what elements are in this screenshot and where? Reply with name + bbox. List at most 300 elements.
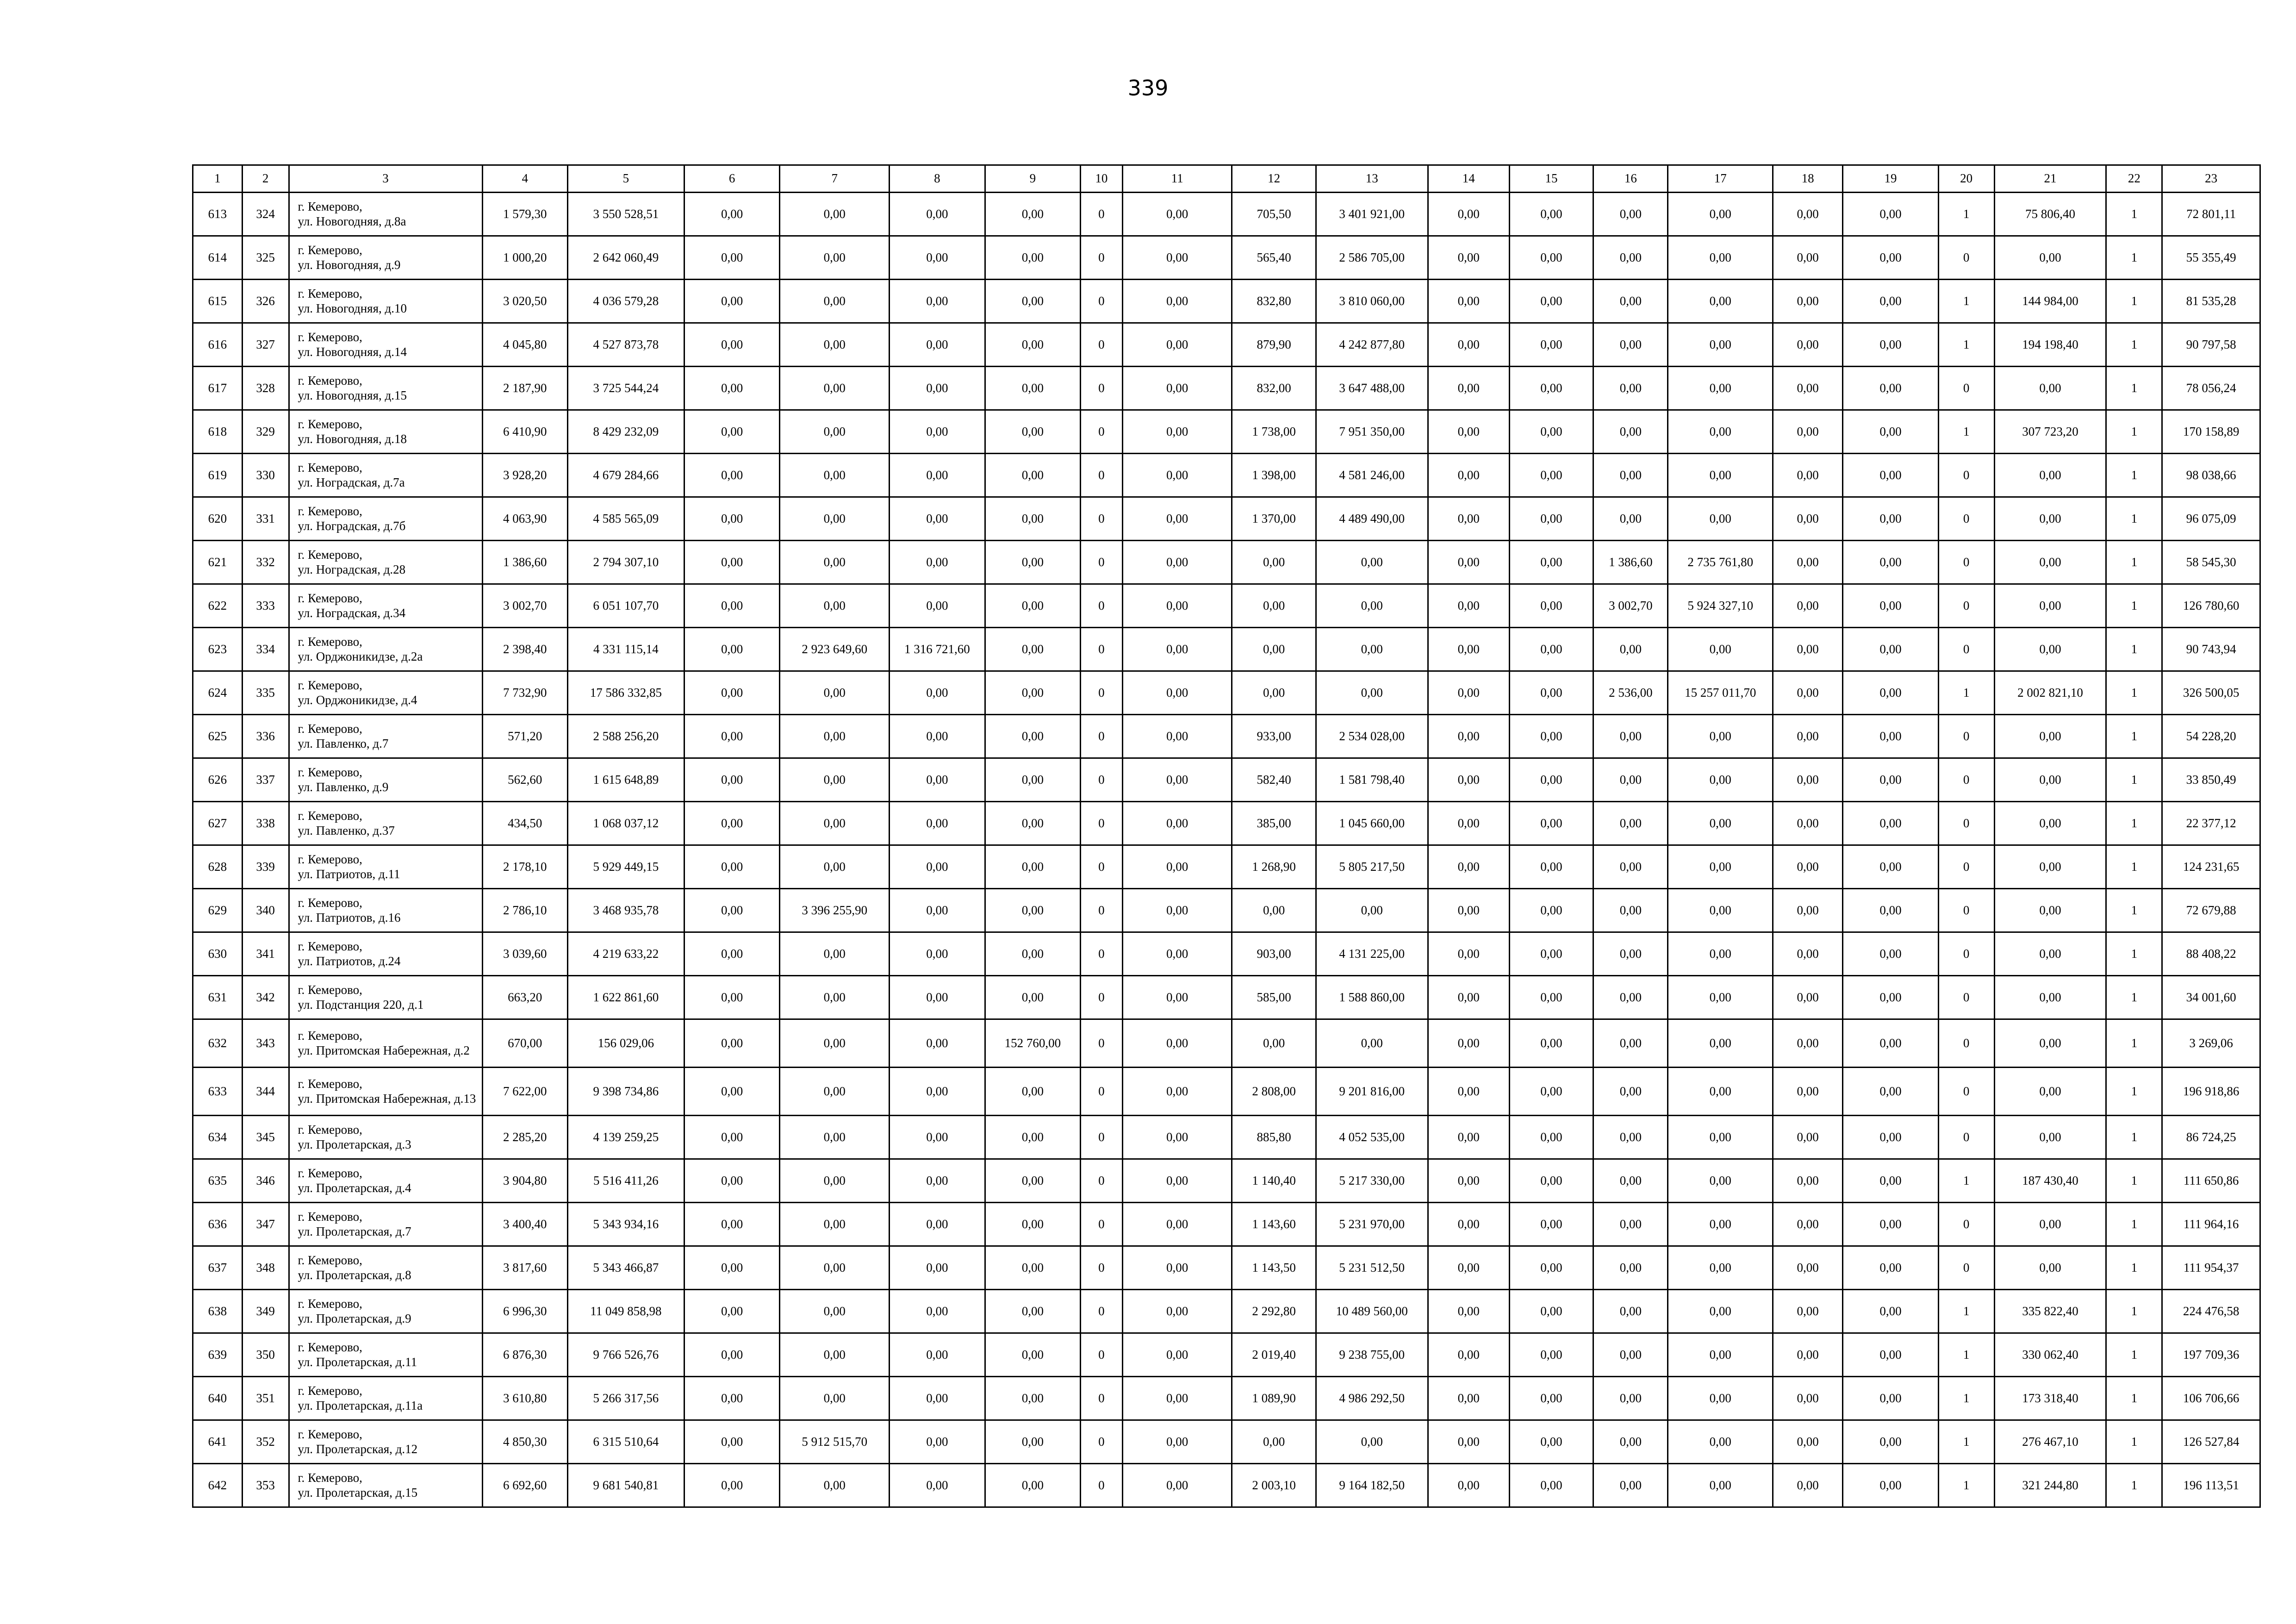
table-row [193,1290,2260,1333]
value-cell: 0,00 [1593,628,1668,671]
value-cell: 0,00 [1122,1377,1232,1420]
value-cell: 1 [2106,1203,2162,1246]
value-cell: 434,50 [482,802,567,845]
table-row [193,1420,2260,1464]
value-cell: 1 386,60 [482,541,567,584]
value-cell: 0,00 [1843,889,1939,932]
value-cell: 0,00 [1668,1377,1773,1420]
value-cell: 0 [1081,932,1123,976]
value-cell: 0,00 [890,410,985,454]
value-cell: 0,00 [1668,1464,1773,1507]
value-cell: 5 516 411,26 [567,1159,684,1203]
value-cell: 2 808,00 [1232,1068,1316,1116]
value-cell: 0,00 [1843,1116,1939,1159]
column-header: 6 [684,165,780,193]
register-table [192,164,2261,1508]
value-cell: 0,00 [985,1333,1081,1377]
value-cell: 0,00 [1843,323,1939,367]
value-cell: 0,00 [780,193,890,236]
address-cell [289,889,482,932]
value-cell: 1 089,90 [1232,1377,1316,1420]
value-cell: 1 [1938,1290,1994,1333]
value-cell: 0,00 [684,410,780,454]
value-cell: 3 817,60 [482,1246,567,1290]
value-cell: 0,00 [1509,671,1593,715]
address-city: г. Кемерово, [298,374,362,388]
value-cell: 1 738,00 [1232,410,1316,454]
value-cell: 0,00 [1428,1420,1509,1464]
value-cell: 0,00 [1509,584,1593,628]
value-cell: 4 036 579,28 [567,280,684,323]
row-number: 639 [193,1333,243,1377]
value-cell: 0,00 [1843,845,1939,889]
value-cell: 0,00 [1509,1159,1593,1203]
value-cell: 0,00 [684,671,780,715]
value-cell: 17 586 332,85 [567,671,684,715]
value-cell: 0,00 [1593,280,1668,323]
row-number: 631 [193,976,243,1019]
house-number: 328 [242,367,289,410]
table-row [193,1203,2260,1246]
column-header: 14 [1428,165,1509,193]
value-cell: 0,00 [1509,715,1593,758]
value-cell: 0,00 [890,323,985,367]
value-cell: 0 [1081,889,1123,932]
address-cell [289,1290,482,1333]
value-cell: 6 876,30 [482,1333,567,1377]
value-cell: 54 228,20 [2162,715,2260,758]
table-row [193,1333,2260,1377]
value-cell: 78 056,24 [2162,367,2260,410]
value-cell: 0,00 [684,193,780,236]
value-cell: 0,00 [780,1464,890,1507]
address-city: г. Кемерово, [298,1340,362,1355]
value-cell: 0,00 [1509,193,1593,236]
value-cell: 0,00 [1773,454,1843,497]
table-row [193,715,2260,758]
value-cell: 0,00 [1994,1019,2106,1068]
value-cell: 0,00 [684,715,780,758]
value-cell: 0,00 [1773,367,1843,410]
value-cell: 0,00 [1428,1246,1509,1290]
value-cell: 0,00 [1428,1464,1509,1507]
house-number: 344 [242,1068,289,1116]
value-cell: 0,00 [1593,1159,1668,1203]
value-cell: 0,00 [1593,758,1668,802]
value-cell: 72 801,11 [2162,193,2260,236]
value-cell: 0,00 [1122,584,1232,628]
value-cell: 0 [1081,454,1123,497]
value-cell: 3 725 544,24 [567,367,684,410]
address-cell [289,758,482,802]
value-cell: 0,00 [890,1464,985,1507]
value-cell: 3 269,06 [2162,1019,2260,1068]
value-cell: 0,00 [1316,1420,1428,1464]
value-cell: 0,00 [985,1068,1081,1116]
value-cell: 3 400,40 [482,1203,567,1246]
value-cell: 3 039,60 [482,932,567,976]
value-cell: 0,00 [1122,976,1232,1019]
value-cell: 81 535,28 [2162,280,2260,323]
value-cell: 0,00 [1593,1290,1668,1333]
value-cell: 0,00 [1122,671,1232,715]
table-row [193,1159,2260,1203]
value-cell: 0,00 [1773,410,1843,454]
value-cell: 0,00 [1509,1246,1593,1290]
value-cell: 0,00 [1994,802,2106,845]
value-cell: 1 [2106,541,2162,584]
value-cell: 0 [1081,1333,1123,1377]
value-cell: 0,00 [1122,1420,1232,1464]
value-cell: 0,00 [1593,976,1668,1019]
column-header: 22 [2106,165,2162,193]
value-cell: 0 [1081,1246,1123,1290]
column-header: 16 [1593,165,1668,193]
value-cell: 4 052 535,00 [1316,1116,1428,1159]
value-cell: 0,00 [1773,932,1843,976]
house-number: 333 [242,584,289,628]
value-cell: 1 [2106,497,2162,541]
row-number: 640 [193,1377,243,1420]
value-cell: 0,00 [1428,1068,1509,1116]
value-cell: 0,00 [1994,845,2106,889]
value-cell: 7 622,00 [482,1068,567,1116]
value-cell: 0 [1938,889,1994,932]
house-number: 348 [242,1246,289,1290]
value-cell: 0,00 [1509,1420,1593,1464]
value-cell: 1 [2106,1420,2162,1464]
value-cell: 0,00 [1668,932,1773,976]
value-cell: 0,00 [1428,1019,1509,1068]
value-cell: 1 [1938,410,1994,454]
address-street: ул. Притомская Набережная, д.13 [298,1091,476,1106]
value-cell: 5 924 327,10 [1668,584,1773,628]
value-cell: 72 679,88 [2162,889,2260,932]
value-cell: 1 [2106,280,2162,323]
value-cell: 1 [2106,1290,2162,1333]
value-cell: 0,00 [1668,1333,1773,1377]
value-cell: 0,00 [1509,932,1593,976]
value-cell: 2 178,10 [482,845,567,889]
value-cell: 1 [2106,802,2162,845]
value-cell: 0,00 [684,1159,780,1203]
value-cell: 0,00 [890,671,985,715]
house-number: 326 [242,280,289,323]
value-cell: 0 [1938,932,1994,976]
column-header: 12 [1232,165,1316,193]
value-cell: 705,50 [1232,193,1316,236]
address-city: г. Кемерово, [298,722,362,736]
value-cell: 4 242 877,80 [1316,323,1428,367]
value-cell: 0,00 [1668,497,1773,541]
value-cell: 0,00 [1994,497,2106,541]
value-cell: 0,00 [1994,628,2106,671]
value-cell: 0,00 [1843,1246,1939,1290]
value-cell: 0,00 [985,497,1081,541]
address-city: г. Кемерово, [298,591,362,606]
value-cell: 0,00 [1668,193,1773,236]
column-header: 5 [567,165,684,193]
value-cell: 0,00 [1843,1420,1939,1464]
column-header: 3 [289,165,482,193]
table-row [193,932,2260,976]
address-city: г. Кемерово, [298,896,362,910]
table-row [193,367,2260,410]
value-cell: 0,00 [1994,1068,2106,1116]
value-cell: 0,00 [1593,236,1668,280]
address-cell [289,410,482,454]
value-cell: 0,00 [1773,758,1843,802]
value-cell: 0,00 [1428,889,1509,932]
value-cell: 0,00 [1428,932,1509,976]
value-cell: 0,00 [780,367,890,410]
value-cell: 0,00 [1593,410,1668,454]
value-cell: 0,00 [684,454,780,497]
value-cell: 4 986 292,50 [1316,1377,1428,1420]
table-row [193,584,2260,628]
value-cell: 0 [1081,541,1123,584]
value-cell: 6 692,60 [482,1464,567,1507]
value-cell: 0,00 [1593,1464,1668,1507]
address-street: ул. Патриотов, д.16 [298,910,401,924]
address-street: ул. Новогодняя, д.10 [298,301,407,315]
value-cell: 0,00 [1994,889,2106,932]
address-cell [289,1246,482,1290]
value-cell: 0 [1081,1116,1123,1159]
column-header: 15 [1509,165,1593,193]
value-cell: 0,00 [1509,1203,1593,1246]
value-cell: 2 002 821,10 [1994,671,2106,715]
value-cell: 0,00 [780,236,890,280]
value-cell: 0,00 [1843,541,1939,584]
value-cell: 0,00 [1593,193,1668,236]
row-number: 614 [193,236,243,280]
value-cell: 0 [1081,671,1123,715]
value-cell: 0,00 [890,758,985,802]
value-cell: 0,00 [1122,454,1232,497]
value-cell: 0,00 [1773,1019,1843,1068]
value-cell: 0,00 [1509,1116,1593,1159]
value-cell: 0,00 [1994,454,2106,497]
column-header: 13 [1316,165,1428,193]
value-cell: 2 534 028,00 [1316,715,1428,758]
value-cell: 0,00 [1509,889,1593,932]
value-cell: 0,00 [1428,1333,1509,1377]
value-cell: 0,00 [985,584,1081,628]
value-cell: 0,00 [890,193,985,236]
value-cell: 0,00 [684,802,780,845]
address-city: г. Кемерово, [298,852,362,867]
address-city: г. Кемерово, [298,1253,362,1268]
value-cell: 0,00 [1843,932,1939,976]
value-cell: 0,00 [1773,280,1843,323]
value-cell: 9 766 526,76 [567,1333,684,1377]
value-cell: 0,00 [1668,976,1773,1019]
value-cell: 0,00 [1509,323,1593,367]
value-cell: 0,00 [1668,1068,1773,1116]
value-cell: 0,00 [890,1116,985,1159]
address-street: ул. Новогодняя, д.18 [298,431,407,446]
value-cell: 0,00 [1773,1420,1843,1464]
value-cell: 0,00 [890,1068,985,1116]
value-cell: 0,00 [1773,1246,1843,1290]
value-cell: 3 396 255,90 [780,889,890,932]
header-row [193,165,2260,193]
value-cell: 1 [1938,671,1994,715]
value-cell: 1 [1938,280,1994,323]
value-cell: 0,00 [1773,889,1843,932]
value-cell: 0,00 [1122,1246,1232,1290]
row-number: 626 [193,758,243,802]
value-cell: 0,00 [1428,454,1509,497]
value-cell: 124 231,65 [2162,845,2260,889]
value-cell: 4 527 873,78 [567,323,684,367]
value-cell: 1 [2106,889,2162,932]
row-number: 624 [193,671,243,715]
value-cell: 0 [1081,497,1123,541]
value-cell: 3 020,50 [482,280,567,323]
row-number: 633 [193,1068,243,1116]
value-cell: 0,00 [1428,584,1509,628]
value-cell: 0,00 [985,323,1081,367]
house-number: 338 [242,802,289,845]
table-row [193,541,2260,584]
value-cell: 1 [2106,976,2162,1019]
value-cell: 0,00 [684,1019,780,1068]
value-cell: 0,00 [684,1333,780,1377]
value-cell: 0,00 [780,497,890,541]
address-street: ул. Пролетарская, д.9 [298,1311,411,1325]
value-cell: 0,00 [684,1116,780,1159]
address-cell [289,1377,482,1420]
value-cell: 0,00 [780,1290,890,1333]
value-cell: 0,00 [1843,280,1939,323]
value-cell: 3 002,70 [1593,584,1668,628]
value-cell: 8 429 232,09 [567,410,684,454]
value-cell: 0,00 [1773,1333,1843,1377]
value-cell: 0,00 [985,1420,1081,1464]
table-row [193,410,2260,454]
value-cell: 0,00 [1843,1333,1939,1377]
value-cell: 2 642 060,49 [567,236,684,280]
value-cell: 0,00 [1428,410,1509,454]
value-cell: 0,00 [780,1019,890,1068]
value-cell: 0,00 [890,845,985,889]
value-cell: 0,00 [1668,410,1773,454]
value-cell: 22 377,12 [2162,802,2260,845]
address-cell [289,584,482,628]
value-cell: 0 [1938,1068,1994,1116]
value-cell: 4 581 246,00 [1316,454,1428,497]
value-cell: 0,00 [1593,367,1668,410]
value-cell: 0,00 [1593,497,1668,541]
address-street: ул. Пролетарская, д.11а [298,1398,423,1412]
table-row [193,845,2260,889]
value-cell: 0,00 [1668,628,1773,671]
value-cell: 0,00 [1994,932,2106,976]
value-cell: 2 588 256,20 [567,715,684,758]
value-cell: 4 679 284,66 [567,454,684,497]
address-street: ул. Подстанция 220, д.1 [298,997,424,1012]
value-cell: 0,00 [1843,1203,1939,1246]
value-cell: 58 545,30 [2162,541,2260,584]
value-cell: 194 198,40 [1994,323,2106,367]
row-number: 630 [193,932,243,976]
value-cell: 2 398,40 [482,628,567,671]
value-cell: 0,00 [1509,845,1593,889]
value-cell: 75 806,40 [1994,193,2106,236]
house-number: 343 [242,1019,289,1068]
value-cell: 0,00 [1773,1377,1843,1420]
value-cell: 0 [1081,1203,1123,1246]
row-number: 615 [193,280,243,323]
row-number: 635 [193,1159,243,1203]
value-cell: 0,00 [1668,1420,1773,1464]
value-cell: 0,00 [985,410,1081,454]
value-cell: 307 723,20 [1994,410,2106,454]
column-header: 17 [1668,165,1773,193]
value-cell: 0,00 [985,1377,1081,1420]
value-cell: 0,00 [1509,1290,1593,1333]
house-number: 336 [242,715,289,758]
row-number: 617 [193,367,243,410]
value-cell: 0,00 [1509,628,1593,671]
value-cell: 0,00 [1232,1420,1316,1464]
address-cell [289,1333,482,1377]
value-cell: 0 [1081,1068,1123,1116]
value-cell: 0,00 [1843,497,1939,541]
value-cell: 0,00 [1232,1019,1316,1068]
value-cell: 385,00 [1232,802,1316,845]
house-number: 331 [242,497,289,541]
value-cell: 0,00 [890,367,985,410]
value-cell: 0,00 [1773,1068,1843,1116]
value-cell: 0,00 [890,454,985,497]
value-cell: 6 410,90 [482,410,567,454]
address-cell [289,541,482,584]
value-cell: 326 500,05 [2162,671,2260,715]
house-number: 324 [242,193,289,236]
value-cell: 4 139 259,25 [567,1116,684,1159]
value-cell: 0,00 [780,932,890,976]
value-cell: 0,00 [890,236,985,280]
address-cell [289,715,482,758]
value-cell: 5 266 317,56 [567,1377,684,1420]
house-number: 335 [242,671,289,715]
value-cell: 0,00 [890,1333,985,1377]
value-cell: 224 476,58 [2162,1290,2260,1333]
table-row [193,497,2260,541]
value-cell: 0,00 [684,1068,780,1116]
house-number: 350 [242,1333,289,1377]
value-cell: 0,00 [1593,1068,1668,1116]
address-city: г. Кемерово, [298,635,362,649]
row-number: 642 [193,1464,243,1507]
value-cell: 0,00 [890,932,985,976]
value-cell: 0,00 [1509,1019,1593,1068]
value-cell: 0,00 [1843,1290,1939,1333]
row-number: 613 [193,193,243,236]
row-number: 621 [193,541,243,584]
value-cell: 7 732,90 [482,671,567,715]
value-cell: 0,00 [1232,671,1316,715]
value-cell: 0,00 [1122,1116,1232,1159]
value-cell: 0,00 [1668,280,1773,323]
value-cell: 0,00 [890,1019,985,1068]
value-cell: 0,00 [1509,802,1593,845]
value-cell: 0,00 [1316,1019,1428,1068]
value-cell: 0,00 [985,1159,1081,1203]
